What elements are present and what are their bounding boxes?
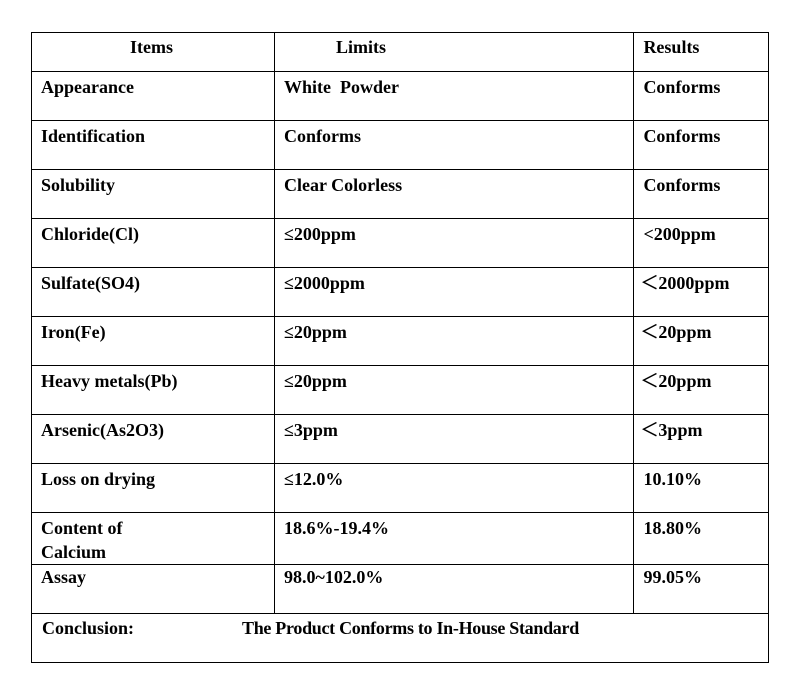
limit-cell: ≤2000ppm — [283, 273, 365, 293]
table-row — [32, 170, 769, 219]
limit-cell: Clear Colorless — [283, 175, 403, 195]
item-cell: Loss on drying — [41, 469, 156, 489]
result-cell: 99.05% — [643, 567, 702, 587]
header-results: Results — [643, 37, 700, 57]
item-cell: Chloride(Cl) — [41, 224, 139, 244]
table-row — [32, 464, 769, 513]
limit-cell: Conforms — [283, 126, 361, 146]
table-row — [32, 366, 769, 415]
header-cell-items — [32, 33, 275, 72]
table-row — [32, 317, 769, 366]
result-cell: 10.10% — [643, 469, 702, 489]
limit-cell: ≤20ppm — [283, 371, 347, 391]
conclusion-row — [32, 614, 769, 663]
header-limits: Limits — [335, 37, 386, 57]
table-body — [32, 33, 769, 663]
item-cell: Solubility — [41, 175, 116, 195]
result-cell: ＜20ppm — [640, 322, 712, 342]
table-row — [32, 513, 769, 565]
result-cell: <200ppm — [643, 224, 716, 244]
conclusion-text: The Product Conforms to In-House Standard — [242, 618, 579, 638]
item-cell: Assay — [41, 567, 87, 587]
table-row — [32, 72, 769, 121]
result-cell: Conforms — [643, 126, 721, 146]
result-cell: ＜3ppm — [640, 420, 703, 440]
result-cell: Conforms — [643, 175, 721, 195]
table-row — [32, 268, 769, 317]
item-cell: Identification — [41, 126, 146, 146]
limit-cell: White Powder — [283, 77, 399, 97]
table-row — [32, 565, 769, 614]
item-cell: Content of Calcium — [41, 518, 123, 562]
result-cell: ＜2000ppm — [640, 273, 730, 293]
limit-cell: ≤3ppm — [283, 420, 338, 440]
item-cell: Heavy metals(Pb) — [41, 371, 178, 391]
limit-cell: 18.6%-19.4% — [283, 518, 389, 538]
limit-cell: 98.0~102.0% — [283, 567, 384, 587]
limit-cell: ≤200ppm — [283, 224, 356, 244]
item-cell: Iron(Fe) — [41, 322, 106, 342]
table-row — [32, 415, 769, 464]
item-cell: Arsenic(As2O3) — [41, 420, 164, 440]
table-row — [32, 121, 769, 170]
conclusion-label: Conclusion: — [42, 618, 135, 638]
header-cell-limits — [274, 33, 633, 72]
result-cell: 18.80% — [643, 518, 702, 538]
item-cell: Sulfate(SO4) — [41, 273, 140, 293]
result-cell: Conforms — [643, 77, 721, 97]
specification-table — [31, 32, 769, 663]
table-row — [32, 219, 769, 268]
header-items: Items — [130, 37, 173, 57]
limit-cell: ≤12.0% — [283, 469, 344, 489]
header-cell-results — [634, 33, 769, 72]
limit-cell: ≤20ppm — [283, 322, 347, 342]
result-cell: ＜20ppm — [640, 371, 712, 391]
header-row — [32, 33, 769, 72]
item-cell: Appearance — [41, 77, 134, 97]
